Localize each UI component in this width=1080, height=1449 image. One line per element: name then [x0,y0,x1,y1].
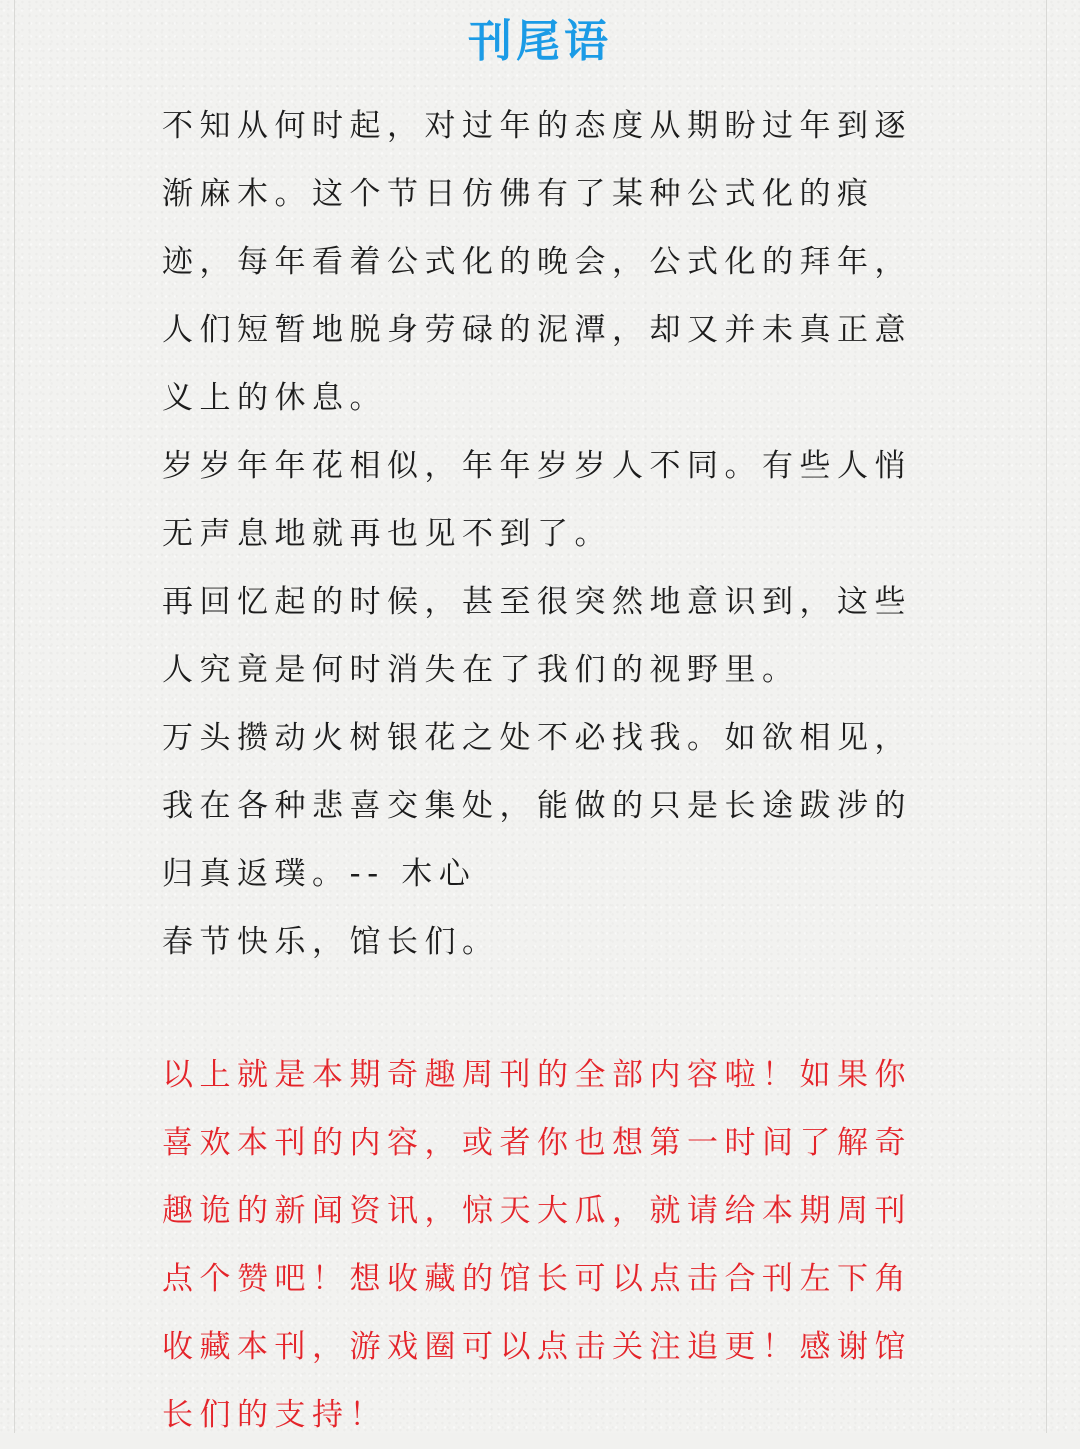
paragraph-5-greeting: 春节快乐，馆长们。 [162,924,500,960]
paragraph-4-quote: 万头攒动火树银花之处不必找我。如欲相见，我在各种悲喜交集处，能做的只是长途跋涉的归真返璞。-- 木心 [162,720,912,892]
paragraph-2: 岁岁年年花相似，年年岁岁人不同。有些人悄无声息地就再也见不到了。 [162,448,912,552]
left-margin-line [14,0,15,1433]
page-title: 刊尾语 [468,16,612,67]
closing-note: 以上就是本期奇趣周刊的全部内容啦！如果你喜欢本刊的内容，或者你也想第一时间了解奇趣诡的新闻资讯，惊天大瓜，就请给本期周刊点个赞吧！想收藏的馆长可以点击合刊左下角收藏本刊，游戏圈可以点击关注追更！感谢馆长们的支持！ [162,1057,912,1433]
paragraph-3: 再回忆起的时候，甚至很突然地意识到，这些人究竟是何时消失在了我们的视野里。 [162,584,912,688]
article-body [162,92,922,976]
paragraph-1: 不知从何时起，对过年的态度从期盼过年到逐渐麻木。这个节日仿佛有了某种公式化的痕迹，每年看着公式化的晚会，公式化的拜年，人们短暂地脱身劳碌的泥潭，却又并未真正意义上的休息。 [162,108,912,416]
right-margin-line [1046,0,1047,1433]
